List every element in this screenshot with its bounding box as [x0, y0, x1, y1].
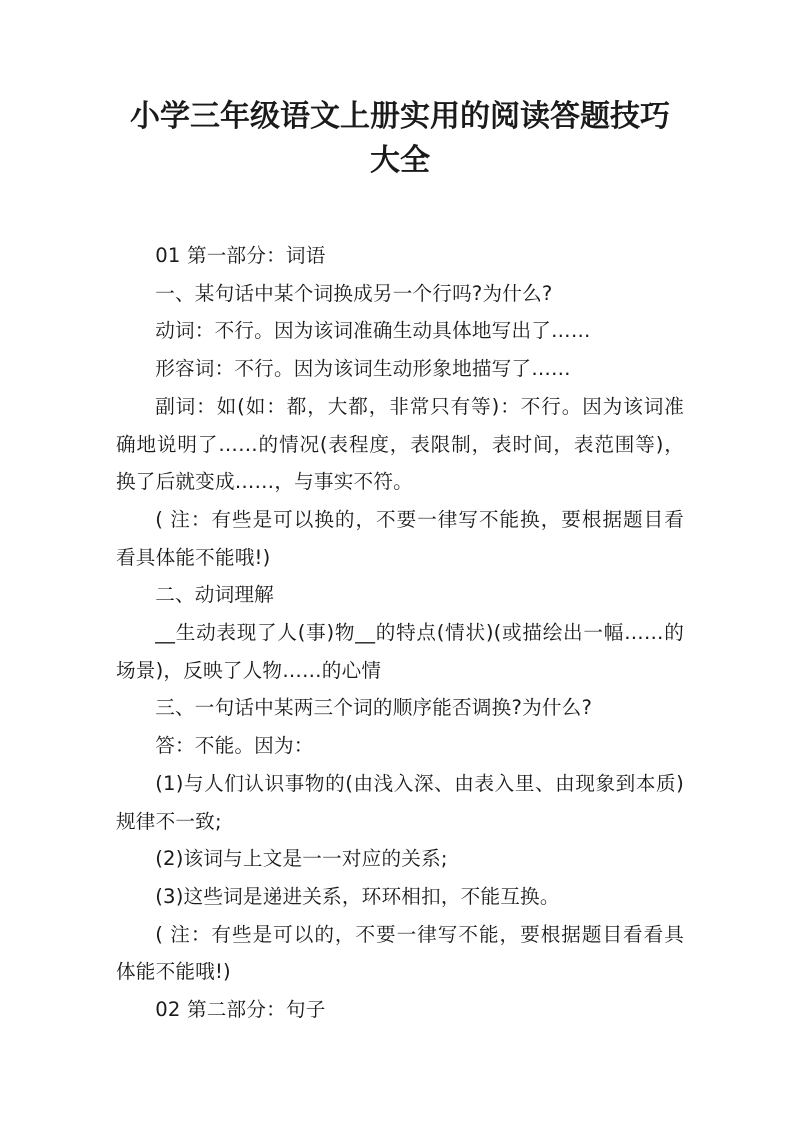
answer-adjective: 形容词：不行。因为该词生动形象地描写了……	[155, 357, 571, 381]
reason-3: (3)这些词是递进关系，环环相扣，不能互换。	[155, 884, 560, 908]
document-title: 小学三年级语文上册实用的阅读答题技巧大全	[130, 99, 670, 178]
document-body	[116, 237, 684, 1029]
note-word-order: ( 注：有些是可以的，不要一律写不能，要根据题目看看具体能不能哦!)	[116, 922, 684, 984]
section-heading-words: 01 第一部分：词语	[155, 244, 326, 267]
answer-word-order: 答：不能。因为：	[155, 734, 314, 758]
question-replace-word: 一、某句话中某个词换成另一个行吗?为什么?	[155, 281, 553, 305]
reason-2: (2)该词与上文是一一对应的关系;	[155, 847, 448, 871]
heading-verb-understanding: 二、动词理解	[155, 583, 274, 607]
answer-adverb: 副词：如(如：都，大都，非常只有等)：不行。因为该词准确地说明了……的情况(表程度，表限制，表时间，表范围等)，换了后就变成……，与事实不符。	[116, 394, 684, 494]
answer-verb: 动词：不行。因为该词准确生动具体地写出了……	[155, 319, 591, 343]
verb-understanding-template: __生动表现了人(事)物__的特点(情状)(或描绘出一幅……的场景)，反映了人物……的心情	[116, 621, 684, 682]
question-word-order: 三、一句话中某两三个词的顺序能否调换?为什么?	[155, 696, 593, 720]
note-replace: ( 注：有些是可以换的，不要一律写不能换，要根据题目看看具体能不能哦!)	[116, 507, 684, 569]
section-heading-sentences: 02 第二部分：句子	[155, 998, 326, 1022]
reason-1: (1)与人们认识事物的(由浅入深、由表入里、由现象到本质)规律不一致;	[116, 771, 684, 833]
